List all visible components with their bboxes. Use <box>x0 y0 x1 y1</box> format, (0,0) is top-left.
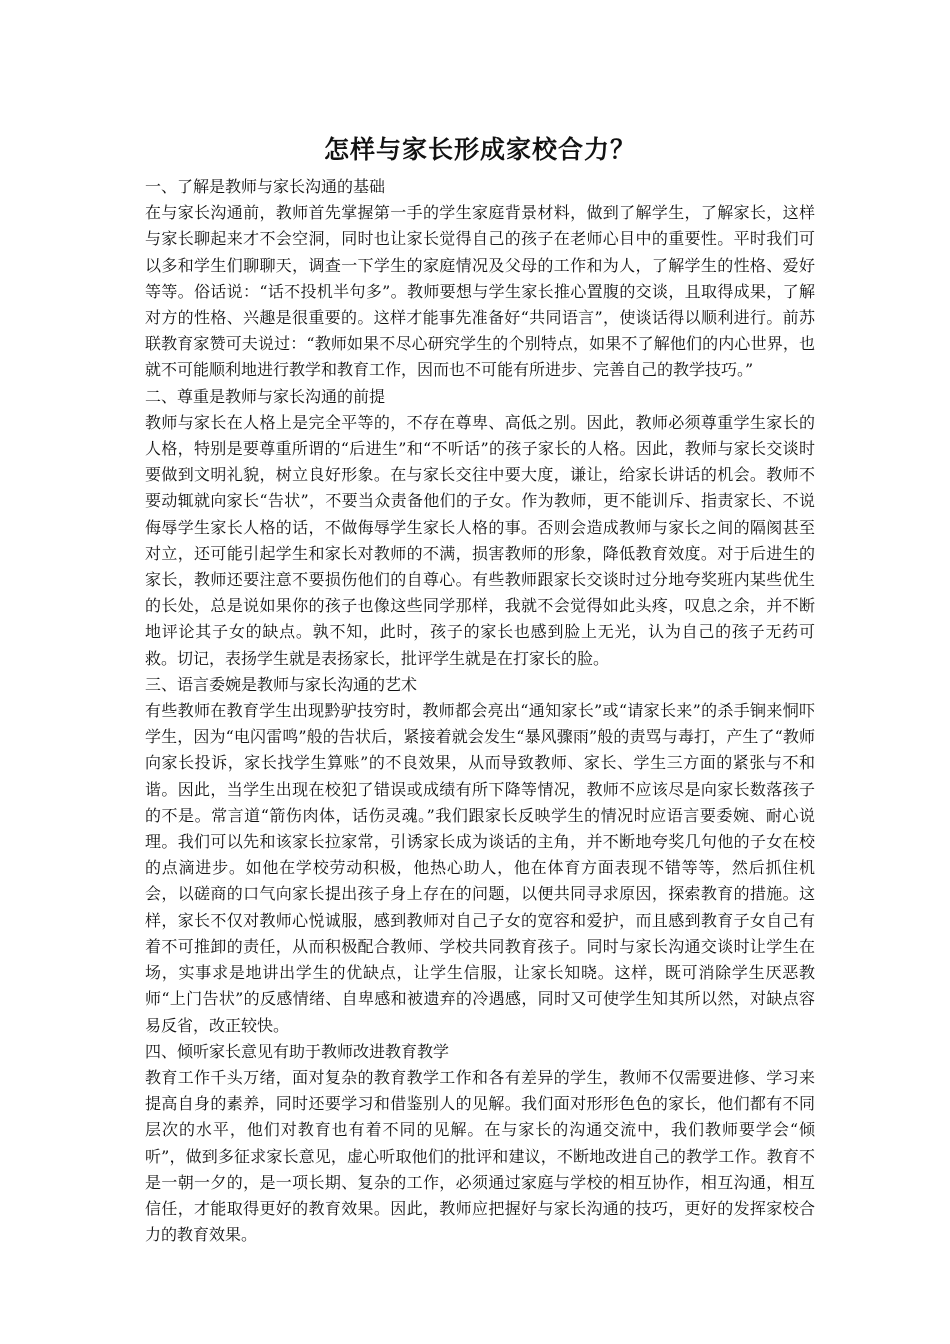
document-title: 怎样与家长形成家校合力？ <box>323 135 636 164</box>
section-1 <box>145 174 815 384</box>
section-body: 有些教师在教育学生出现黔驴技穷时，教师都会亮出“通知家长”或“请家长来”的杀手锏来恫吓学生，因为“电闪雷鸣”般的告状后，紧接着就会发生“暴风骤雨”般的责骂与毒打，产生了“教师向家长投诉，家长找学生算账”的不良效果，从而导致教师、家长、学生三方面的紧张与不和谐。因此，当学生出现在校犯了错误或成绩有所下降等情况，教师不应该尽是向家长数落孩子的不是。常言道“箭伤肉体，话伤灵魂。”我们跟家长反映学生的情况时应语言要委婉、耐心说理。我们可以先和该家长拉家常，引诱家长成为谈话的主角，并不断地夸奖几句他的子女在校的点滴进步。如他在学校劳动积极，他热心助人，他在体育方面表现不错等等，然后抓住机会，以磋商的口气向家长提出孩子身上存在的问题，以便共同寻求原因，探索教育的措施。这样，家长不仅对教师心悦诚服，感到教师对自己子女的宽容和爱护，而且感到教育子女自己有着不可推卸的责任，从而积极配合教师、学校共同教育孩子。同时与家长沟通交谈时让学生在场，实事求是地讲出学生的优缺点，让学生信服，让家长知晓。这样，既可消除学生厌恶教师“上门告状”的反感情绪、自卑感和被遗弃的冷遇感，同时又可使学生知其所以然，对缺点容易反省，改正较快。 <box>145 701 815 1035</box>
section-2 <box>145 384 815 672</box>
section-body: 在与家长沟通前，教师首先掌握第一手的学生家庭背景材料，做到了解学生，了解家长，这样与家长聊起来才不会空洞，同时也让家长觉得自己的孩子在老师心目中的重要性。平时我们可以多和学生们聊聊天，调查一下学生的家庭情况及父母的工作和为人，了解学生的性格、爱好等等。俗话说：“话不投机半句多”。教师要想与学生家长推心置腹的交谈，且取得成果，了解对方的性格、兴趣是很重要的。这样才能事先准备好“共同语言”，使谈话得以顺利进行。前苏联教育家赞可夫说过：“教师如果不尽心研究学生的个别特点，如果不了解他们的内心世界，也就不可能顺利地进行教学和教育工作，因而也不可能有所进步、完善自己的教学技巧。” <box>145 203 815 380</box>
section-heading: 三、语言委婉是教师与家长沟通的艺术 <box>145 674 418 694</box>
section-heading: 一、了解是教师与家长沟通的基础 <box>145 177 386 196</box>
section-body: 教育工作千头万绪，面对复杂的教育教学工作和各有差异的学生，教师不仅需要进修、学习来提高自身的素养，同时还要学习和借鉴别人的见解。我们面对形形色色的家长，他们都有不同层次的水平，他们对教育也有着不同的见解。在与家长的沟通交流中，我们教师要学会“倾听”，做到多征求家长意见，虚心听取他们的批评和建议，不断地改进自己的教学工作。教育不是一朝一夕的，是一项长期、复杂的工作，必须通过家庭与学校的相互协作，相互沟通，相互信任，才能取得更好的教育效果。因此，教师应把握好与家长沟通的技巧，更好的发挥家校合力的教育效果。 <box>145 1067 815 1245</box>
section-4 <box>145 1039 815 1249</box>
section-heading: 四、倾听家长意见有助于教师改进教育教学 <box>145 1041 450 1061</box>
document-page <box>145 130 815 1248</box>
section-heading: 二、尊重是教师与家长沟通的前提 <box>145 386 386 406</box>
section-3 <box>145 672 815 1039</box>
section-body: 教师与家长在人格上是完全平等的，不存在尊卑、高低之别。因此，教师必须尊重学生家长的人格，特别是要尊重所谓的“后进生”和“不听话”的孩子家长的人格。因此，教师与家长交谈时要做到文明礼貌，树立良好形象。在与家长交往中要大度，谦让，给家长讲话的机会。教师不要动辄就向家长“告状”，不要当众责备他们的子女。作为教师，更不能训斥、指责家长、不说侮辱学生家长人格的话，不做侮辱学生家长人格的事。否则会造成教师与家长之间的隔阂甚至对立，还可能引起学生和家长对教师的不满，损害教师的形象，降低教育效度。对于后进生的家长，教师还要注意不要损伤他们的自尊心。有些教师跟家长交谈时过分地夸奖班内某些优生的长处，总是说如果你的孩子也像这些同学那样，我就不会觉得如此头疼，叹息之余，并不断地评论其子女的缺点。孰不知，此时，孩子的家长也感到脸上无光，认为自己的孩子无药可救。切记，表扬学生就是表扬家长，批评学生就是在打家长的脸。 <box>145 412 815 668</box>
